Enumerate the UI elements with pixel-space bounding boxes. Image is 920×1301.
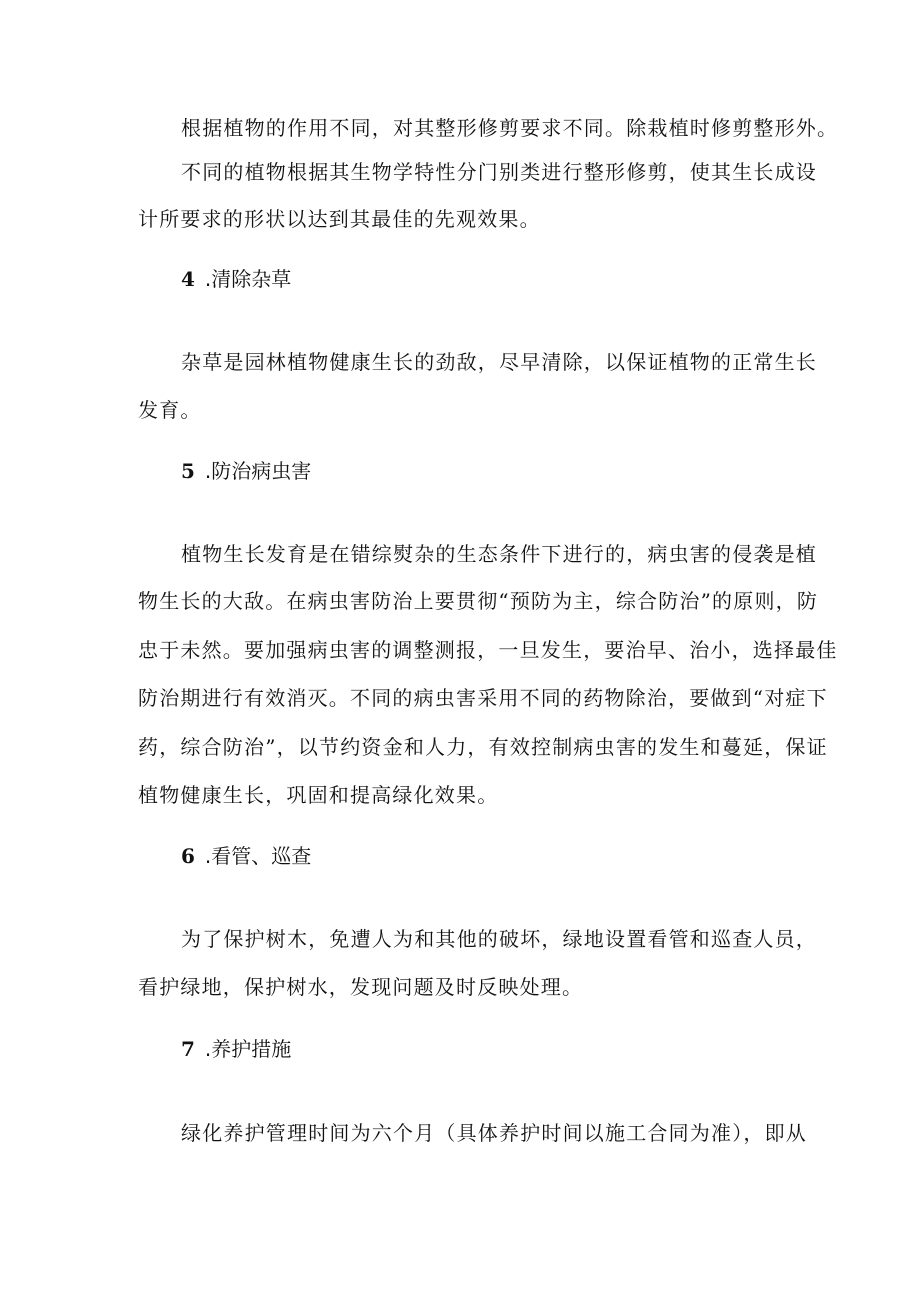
section-number: 7: [181, 1037, 195, 1061]
paragraph-line: 根据植物的作用不同，对其整形修剪要求不同。除栽植时修剪整形外。: [181, 116, 839, 140]
paragraph-line: 为了保护树木，免遭人为和其他的破坏，绿地设置看管和巡查人员，: [181, 927, 817, 951]
paragraph-line: 发育。: [138, 398, 202, 422]
paragraph-line: 植物生长发育是在错综熨杂的生态条件下进行的，病虫害的侵袭是植: [181, 542, 817, 566]
section-number: 5: [181, 459, 195, 483]
section-title: .养护措施: [204, 1037, 292, 1061]
paragraph-line: 绿化养护管理时间为六个月（具体养护时间以施工合同为准），即从: [181, 1121, 807, 1145]
section-heading-4: [181, 264, 291, 294]
section-title: .防治病虫害: [204, 459, 312, 483]
paragraph-line: 药，综合防治”，以节约资金和人力，有效控制病虫害的发生和蔓延，保证: [138, 735, 828, 759]
paragraph-line: 物生长的大敌。在病虫害防治上要贯彻“预防为主，综合防治”的原则，防: [138, 589, 819, 613]
section-title: .清除杂草: [204, 267, 292, 291]
section-number: 6: [181, 844, 195, 868]
paragraph-line: 不同的植物根据其生物学特性分门别类进行整形修剪，使其生长成设: [181, 160, 817, 184]
paragraph-line: 杂草是园林植物健康生长的劲敌，尽早清除，以保证植物的正常生长: [181, 350, 817, 374]
paragraph-line: 植物健康生长，巩固和提高绿化效果。: [138, 783, 499, 807]
section-heading-6: [181, 841, 311, 871]
section-heading-5: [181, 456, 311, 486]
paragraph-line: 看护绿地，保护树水，发现问题及时反映处理。: [138, 975, 584, 999]
paragraph-line: 忠于未然。要加强病虫害的调整测报，一旦发生，要治早、治小，选择最佳: [138, 638, 838, 662]
section-number: 4: [181, 267, 195, 291]
paragraph-line: 防治期进行有效消灭。不同的病虫害采用不同的药物除治，要做到“对症下: [138, 686, 828, 710]
paragraph-line: 计所要求的形状以达到其最佳的先观效果。: [138, 207, 541, 231]
section-heading-7: [181, 1034, 291, 1064]
section-title: .看管、巡查: [204, 844, 312, 868]
